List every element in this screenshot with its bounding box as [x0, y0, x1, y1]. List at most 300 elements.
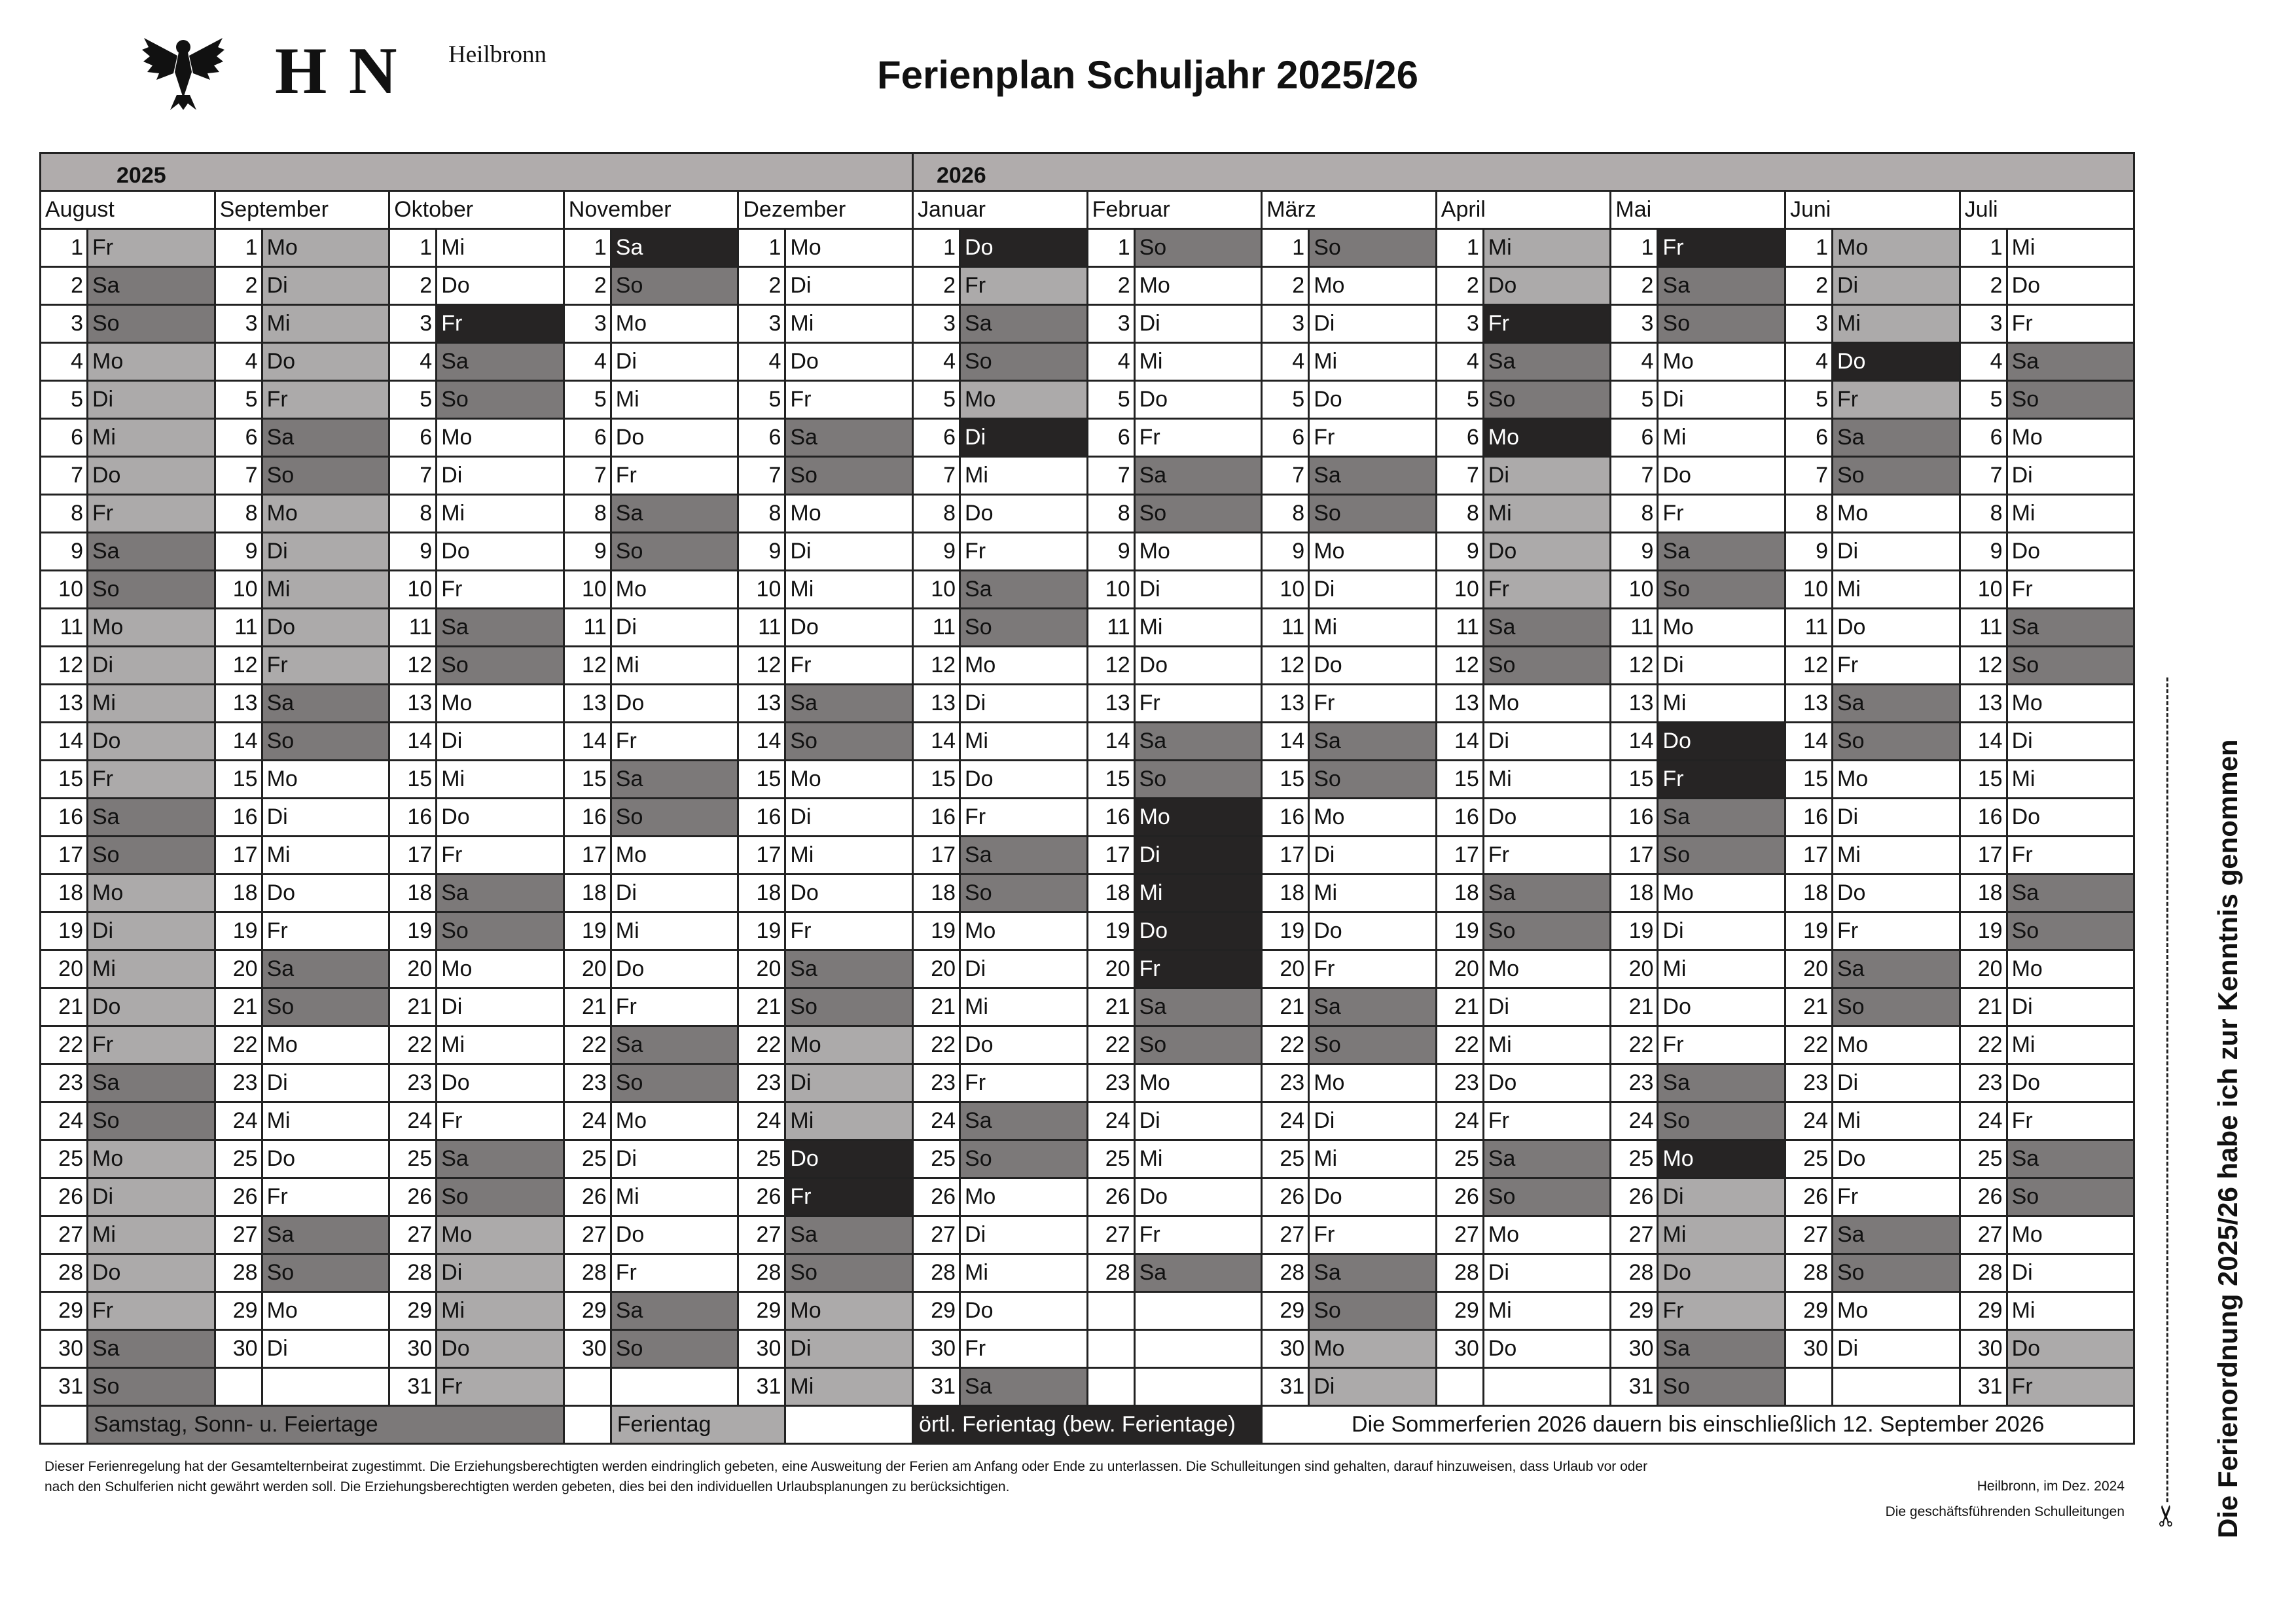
weekday-cell: Mo — [88, 1140, 215, 1178]
day-number: 21 — [389, 988, 437, 1026]
day-number: 1 — [1785, 229, 1832, 267]
day-row — [41, 457, 2134, 495]
day-number: 8 — [1262, 495, 1309, 533]
weekday-cell: Di — [2007, 457, 2134, 495]
weekday-cell: Sa — [960, 1102, 1088, 1140]
day-number: 25 — [41, 1140, 88, 1178]
day-row — [41, 1330, 2134, 1368]
weekday-cell: Sa — [437, 1140, 564, 1178]
weekday-cell: Di — [1832, 1330, 1960, 1368]
day-number: 21 — [913, 988, 960, 1026]
day-number: 1 — [1960, 229, 2007, 267]
weekday-cell: Mi — [785, 305, 913, 343]
day-number: 7 — [1611, 457, 1658, 495]
weekday-cell: So — [1134, 1026, 1262, 1064]
logo-city: Heilbronn — [448, 41, 547, 68]
weekday-cell: Sa — [1658, 533, 1785, 571]
day-number: 30 — [1960, 1330, 2007, 1368]
weekday-cell: Di — [785, 799, 913, 837]
day-number: 3 — [564, 305, 611, 343]
weekday-cell: Do — [1134, 1178, 1262, 1216]
weekday-cell: Sa — [611, 495, 738, 533]
weekday-cell: Di — [1309, 1368, 1437, 1406]
day-row — [41, 799, 2134, 837]
day-number: 26 — [913, 1178, 960, 1216]
day-number: 18 — [389, 875, 437, 912]
weekday-cell: Sa — [960, 1368, 1088, 1406]
day-number: 4 — [1785, 343, 1832, 381]
weekday-cell: Sa — [437, 609, 564, 647]
day-number — [1087, 1368, 1134, 1406]
weekday-cell: Fr — [437, 1368, 564, 1406]
day-number: 19 — [738, 912, 785, 950]
day-number: 9 — [1087, 533, 1134, 571]
weekday-cell: Di — [437, 1254, 564, 1292]
weekday-cell: Sa — [1134, 988, 1262, 1026]
day-number: 1 — [215, 229, 262, 267]
weekday-cell: Mo — [262, 229, 389, 267]
day-number: 20 — [738, 950, 785, 988]
day-number: 24 — [1436, 1102, 1483, 1140]
weekday-cell: Do — [960, 1292, 1088, 1330]
weekday-cell: Mi — [1832, 837, 1960, 875]
day-number: 14 — [1785, 723, 1832, 761]
day-number: 20 — [1960, 950, 2007, 988]
day-number: 12 — [738, 647, 785, 685]
weekday-cell: Mi — [1483, 229, 1611, 267]
day-number: 18 — [1611, 875, 1658, 912]
day-number: 5 — [913, 381, 960, 419]
day-number: 9 — [1785, 533, 1832, 571]
scissors-icon: ✂ — [2150, 1504, 2183, 1528]
day-number: 23 — [215, 1064, 262, 1102]
weekday-cell: Mi — [262, 571, 389, 609]
weekday-cell: Mi — [960, 1254, 1088, 1292]
weekday-cell: Fr — [2007, 571, 2134, 609]
day-number: 23 — [41, 1064, 88, 1102]
weekday-cell: Di — [1832, 799, 1960, 837]
day-number: 30 — [1436, 1330, 1483, 1368]
day-number: 15 — [1785, 761, 1832, 799]
weekday-cell: Di — [785, 533, 913, 571]
weekday-cell: Mi — [785, 1368, 913, 1406]
day-number: 6 — [215, 419, 262, 457]
weekday-cell: Mo — [2007, 419, 2134, 457]
weekday-cell: Fr — [1134, 950, 1262, 988]
day-number: 9 — [1436, 533, 1483, 571]
day-number: 6 — [1785, 419, 1832, 457]
day-number: 30 — [389, 1330, 437, 1368]
day-number: 2 — [389, 267, 437, 305]
day-number: 25 — [389, 1140, 437, 1178]
weekday-cell: Mi — [960, 723, 1088, 761]
day-number: 23 — [1436, 1064, 1483, 1102]
weekday-cell: Di — [785, 1330, 913, 1368]
weekday-cell: Mo — [785, 761, 913, 799]
day-number: 14 — [564, 723, 611, 761]
weekday-cell: Fr — [1658, 761, 1785, 799]
day-number: 19 — [1785, 912, 1832, 950]
weekday-cell: Mo — [611, 571, 738, 609]
weekday-cell: Mo — [960, 647, 1088, 685]
weekday-cell: Mo — [1658, 609, 1785, 647]
day-number: 27 — [41, 1216, 88, 1254]
day-number: 2 — [1436, 267, 1483, 305]
weekday-cell: So — [2007, 1178, 2134, 1216]
weekday-cell: Sa — [437, 343, 564, 381]
weekday-cell: Do — [1832, 343, 1960, 381]
day-number: 1 — [913, 229, 960, 267]
day-number: 23 — [738, 1064, 785, 1102]
weekday-cell: Mo — [262, 1026, 389, 1064]
day-number: 23 — [389, 1064, 437, 1102]
weekday-cell: Do — [611, 950, 738, 988]
day-number: 28 — [41, 1254, 88, 1292]
weekday-cell: Mo — [785, 229, 913, 267]
weekday-cell: So — [1134, 495, 1262, 533]
day-number: 17 — [41, 837, 88, 875]
summer-holiday-note: Die Sommerferien 2026 dauern bis einschließlich 12. September 2026 — [1262, 1406, 2134, 1444]
day-number: 3 — [1960, 305, 2007, 343]
weekday-cell: Do — [262, 609, 389, 647]
weekday-cell: Di — [1483, 457, 1611, 495]
day-number: 26 — [389, 1178, 437, 1216]
weekday-cell: So — [1309, 495, 1437, 533]
day-number: 4 — [389, 343, 437, 381]
weekday-cell: Fr — [88, 761, 215, 799]
weekday-cell: Mo — [611, 837, 738, 875]
weekday-cell: So — [611, 1064, 738, 1102]
weekday-cell: Di — [611, 1140, 738, 1178]
day-number: 28 — [564, 1254, 611, 1292]
weekday-cell: Fr — [88, 1292, 215, 1330]
weekday-cell: So — [785, 1254, 913, 1292]
weekday-cell: Sa — [262, 419, 389, 457]
day-number: 18 — [1785, 875, 1832, 912]
weekday-cell: Fr — [1483, 571, 1611, 609]
day-number: 1 — [738, 229, 785, 267]
day-number: 11 — [215, 609, 262, 647]
weekday-cell: Mo — [1309, 533, 1437, 571]
day-number: 28 — [1960, 1254, 2007, 1292]
day-number: 6 — [1960, 419, 2007, 457]
weekday-cell: Fr — [611, 988, 738, 1026]
day-number: 3 — [913, 305, 960, 343]
weekday-cell: Fr — [1483, 1102, 1611, 1140]
weekday-cell: Fr — [1658, 229, 1785, 267]
day-number: 8 — [41, 495, 88, 533]
weekday-cell: Do — [437, 1330, 564, 1368]
day-number: 1 — [389, 229, 437, 267]
day-number: 27 — [564, 1216, 611, 1254]
weekday-cell: Mi — [88, 419, 215, 457]
day-row — [41, 571, 2134, 609]
day-number: 11 — [1785, 609, 1832, 647]
day-number: 6 — [41, 419, 88, 457]
weekday-cell: Di — [611, 343, 738, 381]
day-number — [1087, 1292, 1134, 1330]
day-number: 6 — [1087, 419, 1134, 457]
day-number: 2 — [41, 267, 88, 305]
day-row — [41, 1026, 2134, 1064]
day-number: 20 — [215, 950, 262, 988]
day-number: 13 — [389, 685, 437, 723]
day-number: 2 — [913, 267, 960, 305]
weekday-cell: Mi — [960, 457, 1088, 495]
weekday-cell: So — [1832, 1254, 1960, 1292]
day-number: 28 — [738, 1254, 785, 1292]
weekday-cell — [1134, 1330, 1262, 1368]
day-number: 24 — [389, 1102, 437, 1140]
day-row — [41, 988, 2134, 1026]
weekday-cell: Sa — [1658, 799, 1785, 837]
weekday-cell: Di — [2007, 988, 2134, 1026]
weekday-cell: Do — [88, 723, 215, 761]
day-number: 31 — [913, 1368, 960, 1406]
day-number: 10 — [1436, 571, 1483, 609]
weekday-cell — [262, 1368, 389, 1406]
day-number: 11 — [1436, 609, 1483, 647]
month-header: Mai — [1611, 191, 1785, 229]
weekday-cell: Sa — [960, 837, 1088, 875]
day-row — [41, 647, 2134, 685]
day-row — [41, 343, 2134, 381]
day-number: 11 — [1960, 609, 2007, 647]
day-number: 15 — [1087, 761, 1134, 799]
day-number: 17 — [1960, 837, 2007, 875]
day-number: 29 — [1611, 1292, 1658, 1330]
day-number: 21 — [1611, 988, 1658, 1026]
day-number: 14 — [1087, 723, 1134, 761]
weekday-cell: Mo — [1832, 1292, 1960, 1330]
weekday-cell: Fr — [88, 1026, 215, 1064]
weekday-cell: So — [1832, 988, 1960, 1026]
day-number: 5 — [1611, 381, 1658, 419]
day-number: 7 — [389, 457, 437, 495]
legend-spacer — [785, 1406, 913, 1444]
day-number: 29 — [389, 1292, 437, 1330]
weekday-cell: Mo — [1134, 799, 1262, 837]
day-number: 23 — [1611, 1064, 1658, 1102]
day-number: 4 — [1087, 343, 1134, 381]
weekday-cell: Di — [88, 381, 215, 419]
weekday-cell: So — [1832, 723, 1960, 761]
weekday-cell: Do — [785, 875, 913, 912]
day-row — [41, 1368, 2134, 1406]
weekday-cell: Sa — [1483, 609, 1611, 647]
day-number: 12 — [1087, 647, 1134, 685]
weekday-cell: Do — [611, 685, 738, 723]
weekday-cell: Sa — [960, 305, 1088, 343]
day-number: 18 — [1436, 875, 1483, 912]
weekday-cell: Di — [960, 685, 1088, 723]
day-number: 27 — [913, 1216, 960, 1254]
weekday-cell: Sa — [1832, 419, 1960, 457]
weekday-cell: Di — [1309, 1102, 1437, 1140]
weekday-cell: Fr — [960, 267, 1088, 305]
day-number: 16 — [738, 799, 785, 837]
day-number: 11 — [1262, 609, 1309, 647]
day-number: 8 — [564, 495, 611, 533]
legend-spacer — [41, 1406, 88, 1444]
weekday-cell: So — [785, 988, 913, 1026]
weekday-cell: Di — [1832, 267, 1960, 305]
weekday-cell: So — [1658, 1368, 1785, 1406]
weekday-cell: Sa — [1309, 457, 1437, 495]
day-number: 3 — [215, 305, 262, 343]
day-number: 25 — [1262, 1140, 1309, 1178]
day-number: 24 — [1262, 1102, 1309, 1140]
day-number: 15 — [389, 761, 437, 799]
weekday-cell: Di — [88, 1178, 215, 1216]
weekday-cell: So — [88, 571, 215, 609]
day-number: 7 — [564, 457, 611, 495]
weekday-cell: Do — [1832, 875, 1960, 912]
day-row — [41, 381, 2134, 419]
day-number: 15 — [215, 761, 262, 799]
day-number: 16 — [913, 799, 960, 837]
day-number: 6 — [1611, 419, 1658, 457]
day-number: 29 — [41, 1292, 88, 1330]
day-number: 14 — [738, 723, 785, 761]
weekday-cell: Di — [262, 1064, 389, 1102]
weekday-cell: Mo — [611, 305, 738, 343]
weekday-cell: Mo — [1483, 950, 1611, 988]
day-number: 21 — [1087, 988, 1134, 1026]
weekday-cell: Mo — [1658, 343, 1785, 381]
day-number: 3 — [1087, 305, 1134, 343]
day-number: 2 — [738, 267, 785, 305]
day-number: 31 — [41, 1368, 88, 1406]
day-number — [215, 1368, 262, 1406]
weekday-cell: Do — [1134, 647, 1262, 685]
day-number: 16 — [1785, 799, 1832, 837]
day-number: 24 — [1087, 1102, 1134, 1140]
day-number: 12 — [1960, 647, 2007, 685]
weekday-cell: Mo — [2007, 950, 2134, 988]
day-number: 27 — [1960, 1216, 2007, 1254]
weekday-cell: Do — [785, 343, 913, 381]
weekday-cell: Fr — [960, 533, 1088, 571]
day-number: 20 — [564, 950, 611, 988]
day-number: 30 — [738, 1330, 785, 1368]
month-header: März — [1262, 191, 1437, 229]
weekday-cell: Sa — [88, 1330, 215, 1368]
day-number: 2 — [1960, 267, 2007, 305]
weekday-cell: Di — [437, 988, 564, 1026]
weekday-cell: Mo — [1134, 267, 1262, 305]
weekday-cell: So — [88, 305, 215, 343]
day-number: 31 — [1960, 1368, 2007, 1406]
day-number: 12 — [1436, 647, 1483, 685]
day-number: 30 — [564, 1330, 611, 1368]
day-number: 14 — [1611, 723, 1658, 761]
day-number: 21 — [1785, 988, 1832, 1026]
weekday-cell — [1832, 1368, 1960, 1406]
weekday-cell: Di — [611, 875, 738, 912]
weekday-cell: So — [437, 912, 564, 950]
weekday-cell: Fr — [262, 912, 389, 950]
day-number: 19 — [1262, 912, 1309, 950]
day-number: 18 — [913, 875, 960, 912]
day-number: 5 — [389, 381, 437, 419]
day-number: 15 — [738, 761, 785, 799]
day-number: 11 — [738, 609, 785, 647]
day-number: 10 — [1087, 571, 1134, 609]
weekday-cell: Mo — [1309, 799, 1437, 837]
month-header: Oktober — [389, 191, 564, 229]
weekday-cell: Mo — [785, 495, 913, 533]
day-number: 18 — [738, 875, 785, 912]
weekday-cell: Di — [88, 647, 215, 685]
day-number: 30 — [41, 1330, 88, 1368]
day-number: 13 — [1611, 685, 1658, 723]
weekday-cell: Sa — [1658, 267, 1785, 305]
weekday-cell: So — [1483, 912, 1611, 950]
weekday-cell: Di — [1134, 1102, 1262, 1140]
day-number: 22 — [1262, 1026, 1309, 1064]
day-number: 7 — [913, 457, 960, 495]
weekday-cell: Mo — [2007, 1216, 2134, 1254]
day-number: 9 — [564, 533, 611, 571]
day-number: 3 — [1262, 305, 1309, 343]
weekday-cell: Fr — [2007, 1102, 2134, 1140]
day-number: 18 — [564, 875, 611, 912]
day-number: 22 — [215, 1026, 262, 1064]
weekday-cell: So — [1134, 229, 1262, 267]
day-number: 16 — [41, 799, 88, 837]
day-number: 9 — [738, 533, 785, 571]
weekday-cell: So — [611, 1330, 738, 1368]
day-number: 12 — [913, 647, 960, 685]
day-number: 9 — [1960, 533, 2007, 571]
day-number: 27 — [1436, 1216, 1483, 1254]
weekday-cell: Mo — [1832, 761, 1960, 799]
weekday-cell: So — [262, 723, 389, 761]
weekday-cell: Do — [1309, 912, 1437, 950]
weekday-cell: Do — [437, 267, 564, 305]
weekday-cell: Mi — [1134, 875, 1262, 912]
weekday-cell: Mi — [1483, 1026, 1611, 1064]
weekday-cell — [1134, 1292, 1262, 1330]
weekday-cell: Di — [2007, 1254, 2134, 1292]
day-number: 10 — [215, 571, 262, 609]
day-row — [41, 1064, 2134, 1102]
weekday-cell: Mi — [262, 305, 389, 343]
day-number: 26 — [1785, 1178, 1832, 1216]
day-number: 29 — [564, 1292, 611, 1330]
day-number: 6 — [1436, 419, 1483, 457]
weekday-cell: So — [960, 343, 1088, 381]
day-number: 25 — [215, 1140, 262, 1178]
weekday-cell: Di — [611, 609, 738, 647]
day-number: 6 — [1262, 419, 1309, 457]
weekday-cell: Do — [1483, 1064, 1611, 1102]
weekday-cell: Di — [1483, 988, 1611, 1026]
weekday-cell: Di — [88, 912, 215, 950]
day-number — [1087, 1330, 1134, 1368]
weekday-cell: Di — [1832, 533, 1960, 571]
weekday-cell — [1483, 1368, 1611, 1406]
weekday-cell: Do — [437, 1064, 564, 1102]
weekday-cell: Mi — [1832, 305, 1960, 343]
day-number: 10 — [1262, 571, 1309, 609]
weekday-cell: Do — [1658, 723, 1785, 761]
weekday-cell: Fr — [1832, 912, 1960, 950]
weekday-cell: Fr — [611, 457, 738, 495]
day-number: 4 — [738, 343, 785, 381]
weekday-cell: So — [960, 609, 1088, 647]
